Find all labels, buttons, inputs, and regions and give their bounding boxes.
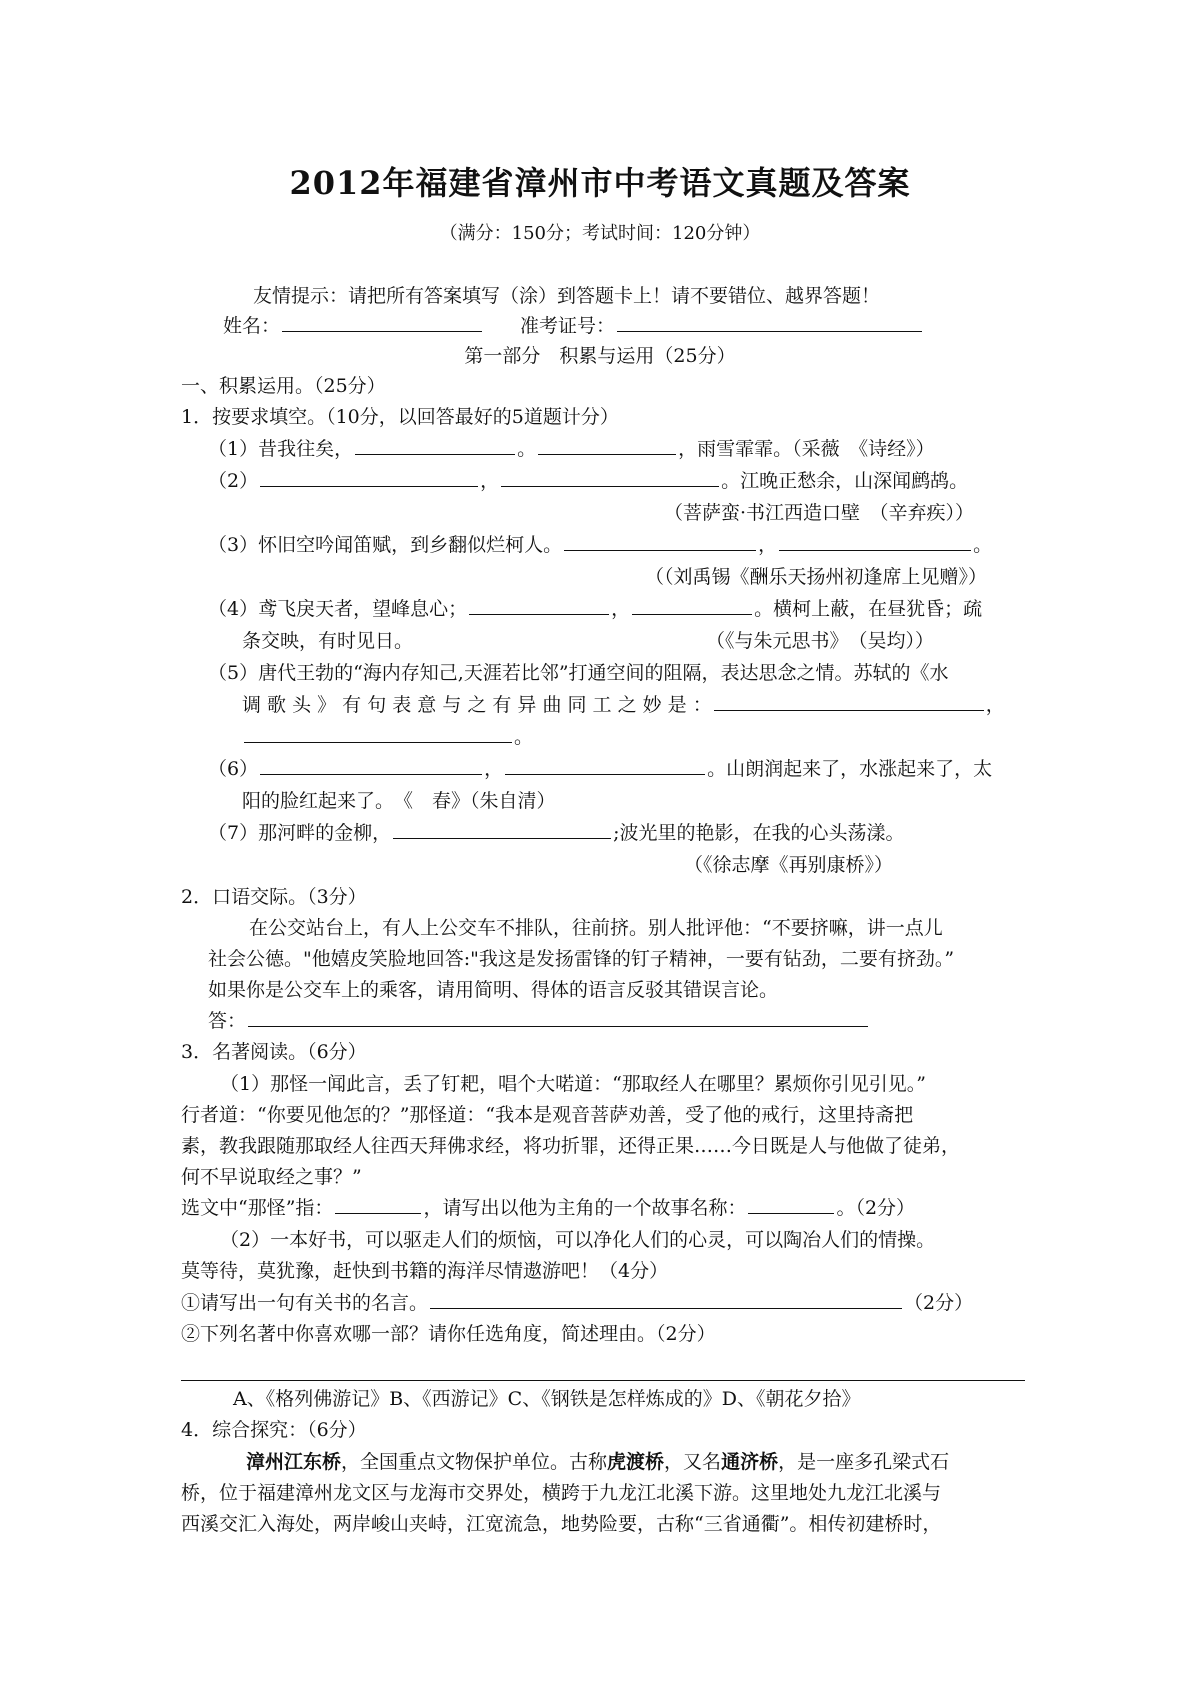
q2-answer-label: 答： <box>208 1010 247 1032</box>
q1-3-blank-1[interactable] <box>564 532 756 551</box>
name-label: 姓名： <box>223 315 281 337</box>
q3-blank-story[interactable] <box>748 1195 834 1214</box>
q1-6-text-d: 阳的脸红起来了。 《 春》（朱自清） <box>242 790 556 812</box>
q1-3-source: （（刘禹锡《酬乐天扬州初逢席上见赠》） <box>645 566 988 588</box>
q4-bold-2: 虎渡桥 <box>607 1451 665 1473</box>
q1-5-line-2 <box>242 692 1005 718</box>
q1-4-text-d: 条交映，有时见日。 <box>242 630 414 652</box>
q1-item-3 <box>208 532 992 558</box>
q1-4-blank-1[interactable] <box>469 596 609 615</box>
q3-options: A、《格列佛游记》B、《西游记》C、《钢铁是怎样炼成的》D、《朝花夕拾》 <box>233 1388 861 1410</box>
id-blank[interactable] <box>617 313 922 332</box>
friendly-tip: 友情提示：请把所有答案填写（涂）到答题卡上！请不要错位、越界答题！ <box>253 285 881 307</box>
q4-text-1: ，全国重点文物保护单位。古称 <box>341 1451 608 1473</box>
q4-heading: 4．综合探究：（6分） <box>181 1419 367 1441</box>
q3-heading: 3．名著阅读。（6分） <box>181 1041 367 1063</box>
q3-line-4: 何不早说取经之事？” <box>181 1166 362 1188</box>
part-heading: 第一部分 积累与运用（25分） <box>464 345 736 367</box>
q3-line-3: 素，教我跟随那取经人往西天拜佛求经，将功折罪，还得正果……今日既是人与他做了徒弟， <box>181 1135 961 1157</box>
q1-2-text-a: （2） <box>208 470 259 492</box>
section-heading: 一、积累运用。（25分） <box>181 375 386 397</box>
q2-line-2: 社会公德。"他嬉皮笑脸地回答:"我这是发扬雷锋的钉子精神，一要有钻劲，二要有挤劲。” <box>208 948 955 970</box>
q1-2-text-b: ， <box>480 470 500 492</box>
q3-5-text-a: 选文中“那怪”指： <box>181 1197 334 1219</box>
q1-2-source: （菩萨蛮·书江西造口壁 （辛弃疾）） <box>664 502 975 524</box>
q1-7-text-a: （7）那河畔的金柳， <box>208 822 392 844</box>
q1-4-blank-2[interactable] <box>632 596 752 615</box>
q3-line-1: （1）那怪一闻此言，丢了钉耙，唱个大喏道：“那取经人在哪里？累烦你引见引见。” <box>220 1073 927 1095</box>
q4-text-2: ，又名 <box>664 1451 722 1473</box>
id-label: 准考证号： <box>520 315 616 337</box>
q1-5-line-3 <box>242 724 533 750</box>
q1-1-text-b: 。 <box>517 438 537 460</box>
q2-line-3: 如果你是公交车上的乘客，请用简明、得体的语言反驳其错误言论。 <box>208 979 779 1001</box>
q3-line-9: ②下列名著中你喜欢哪一部？请你任选角度，简述理由。（2分） <box>181 1323 716 1345</box>
q3-line-6: （2）一本好书，可以驱走人们的烦恼，可以净化人们的心灵，可以陶冶人们的情操。 <box>220 1229 936 1251</box>
q1-5-text-c: ， <box>985 694 1005 716</box>
q4-line-2: 桥，位于福建漳州龙文区与龙海市交界处，横跨于九龙江北溪下游。这里地处九龙江北溪与 <box>181 1482 942 1504</box>
q1-heading: 1．按要求填空。（10分，以回答最好的5道题计分） <box>181 406 619 428</box>
q1-7-text-b: ;波光里的艳影，在我的心头荡漾。 <box>613 822 905 844</box>
q1-5-text-b: 调 歌 头 》 有 句 表 意 与 之 有 异 曲 同 工 之 妙 是 ： <box>242 694 712 716</box>
q4-text-3: ，是一座多孔梁式石 <box>778 1451 950 1473</box>
q3-quote-blank[interactable] <box>430 1290 902 1309</box>
q2-answer-blank[interactable] <box>248 1008 868 1027</box>
q1-4-text-a: （4）鸢飞戾天者，望峰息心； <box>208 598 468 620</box>
q1-5-text-d: 。 <box>514 726 534 748</box>
q1-1-blank-2[interactable] <box>538 436 676 455</box>
q1-3-text-a: （3）怀旧空吟闻笛赋，到乡翻似烂柯人。 <box>208 534 563 556</box>
q1-item-7 <box>208 820 905 846</box>
q4-line-3: 西溪交汇入海处，两岸峻山夹峙，江宽流急，地势险要，古称“三省通衢”。相传初建桥时， <box>181 1513 942 1535</box>
q1-2-blank-1[interactable] <box>260 468 478 487</box>
q1-item-2 <box>208 468 968 494</box>
page-title: 2012年福建省漳州市中考语文真题及答案 <box>289 164 911 202</box>
q2-heading: 2．口语交际。（3分） <box>181 886 367 908</box>
name-blank[interactable] <box>282 313 482 332</box>
q4-bold-3: 通济桥 <box>721 1451 779 1473</box>
q1-6-text-c: 。山朗润起来了，水涨起来了，太 <box>707 758 993 780</box>
q1-3-text-b: ， <box>758 534 778 556</box>
q1-4-text-c: 。横柯上蔽，在昼犹昏；疏 <box>754 598 983 620</box>
q1-1-text-c: ，雨雪霏霏。（采薇 《诗经》） <box>678 438 935 460</box>
q1-2-text-c: 。江晚正愁余，山深闻鹧鸪。 <box>721 470 969 492</box>
q3-line-7: 莫等待，莫犹豫，赶快到书籍的海洋尽情遨游吧！（4分） <box>181 1260 669 1282</box>
q1-1-blank-1[interactable] <box>355 436 515 455</box>
q2-line-1: 在公交站台上，有人上公交车不排队，往前挤。别人批评他：“不要挤嘛，讲一点儿 <box>249 917 943 939</box>
q1-item-5: （5）唐代王勃的“海内存知己,天涯若比邻”打通空间的阻隔，表达思念之情。苏轼的《水 <box>208 662 949 684</box>
q1-7-source: （《徐志摩《再别康桥》） <box>684 854 894 876</box>
q1-6-blank-1[interactable] <box>260 756 482 775</box>
q1-4-source: （《与朱元思书》 （吴均）） <box>706 630 935 652</box>
q3-8-text-b: （2分） <box>904 1292 974 1314</box>
q2-answer-row <box>208 1008 870 1034</box>
q1-5-blank-1[interactable] <box>714 692 984 711</box>
q4-line-1 <box>246 1449 949 1475</box>
q1-1-text-a: （1）昔我往矣， <box>208 438 354 460</box>
q3-answer-line[interactable] <box>181 1380 1025 1381</box>
q3-line-8 <box>181 1290 973 1316</box>
q1-2-blank-2[interactable] <box>501 468 719 487</box>
q4-bold-1: 漳州江东桥 <box>246 1451 342 1473</box>
q1-item-6 <box>208 756 992 782</box>
q1-6-blank-2[interactable] <box>505 756 705 775</box>
q1-4-text-b: ， <box>611 598 631 620</box>
q1-3-blank-2[interactable] <box>779 532 971 551</box>
q3-5-text-c: 。（2分） <box>836 1197 916 1219</box>
q1-6-text-a: （6） <box>208 758 259 780</box>
q3-5-text-b: ，请写出以他为主角的一个故事名称： <box>423 1197 747 1219</box>
q3-blank-monster[interactable] <box>335 1195 421 1214</box>
exam-info: （满分：150分；考试时间：120分钟） <box>439 223 761 244</box>
q3-8-text-a: ①请写出一句有关书的名言。 <box>181 1292 429 1314</box>
q1-3-text-c: 。 <box>973 534 993 556</box>
q1-item-1 <box>208 436 935 462</box>
q1-7-blank[interactable] <box>393 820 611 839</box>
q3-line-2: 行者道：“你要见他怎的？”那怪道：“我本是观音菩萨劝善，受了他的戒行，这里持斋把 <box>181 1104 914 1126</box>
q1-item-4 <box>208 596 982 622</box>
name-row <box>223 313 924 339</box>
q3-line-5 <box>181 1195 915 1221</box>
q1-5-blank-2[interactable] <box>244 724 512 743</box>
q1-6-text-b: ， <box>484 758 504 780</box>
